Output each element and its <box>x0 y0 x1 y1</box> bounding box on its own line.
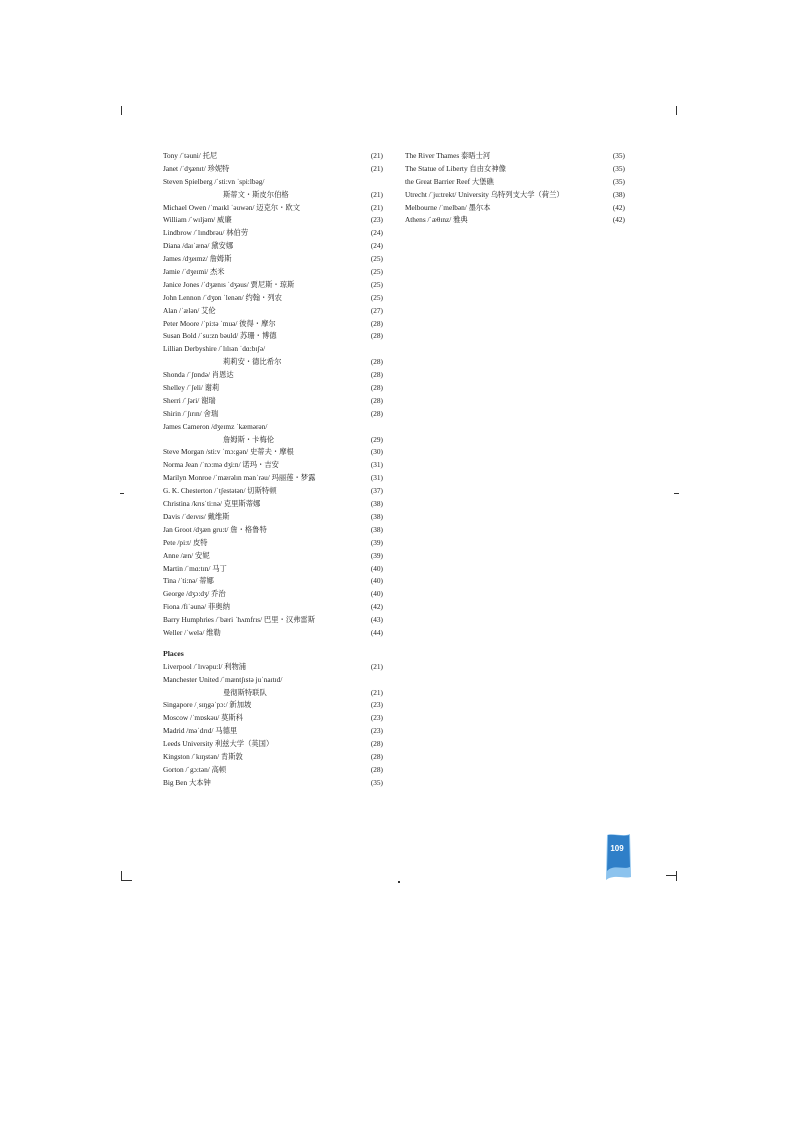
entry-page: (38) <box>370 524 383 534</box>
person-entry <box>163 176 383 189</box>
crop-mark-middle-left <box>120 493 124 494</box>
entry-page: (28) <box>370 370 383 380</box>
entry-page: (35) <box>612 176 625 186</box>
person-entry <box>163 498 383 511</box>
entry-page: (25) <box>370 267 383 277</box>
entry-page: (23) <box>370 700 383 710</box>
entry-name: Kingston /ˈkɪŋstən/ 肯斯敦 <box>163 751 243 761</box>
entry-name: Singapore /ˌsɪŋgəˈpɔ:/ 新加坡 <box>163 700 252 710</box>
person-entry <box>163 150 383 163</box>
entry-page: (30) <box>370 447 383 457</box>
person-entry <box>163 382 383 395</box>
entry-page: (25) <box>370 254 383 264</box>
entry-name: Lindbrow /ˈlɪndbrəu/ 林伯劳 <box>163 228 249 238</box>
entry-name: Michael Owen /ˈmaɪkl ˈəuwən/ 迈克尔・欧文 <box>163 202 300 212</box>
crop-mark-middle-right <box>674 493 679 494</box>
entry-page: (28) <box>370 357 383 367</box>
person-entry <box>163 240 383 253</box>
entry-name: James Cameron /dʒeɪmz ˈkæmərən/ <box>163 421 268 431</box>
place-entry <box>405 163 625 176</box>
entry-name: Sherri /ˈʃəri/ 谢瑞 <box>163 395 216 405</box>
place-entry <box>405 176 625 189</box>
entry-page: (42) <box>612 202 625 212</box>
place-entry <box>405 150 625 163</box>
entry-page: (21) <box>370 202 383 212</box>
person-entry <box>163 524 383 537</box>
entry-name: Christina /krɪsˈti:nə/ 克里斯蒂娜 <box>163 499 261 509</box>
place-entry <box>163 777 383 790</box>
person-entry <box>163 575 383 588</box>
entry-name: Athens /ˈæθɪnz/ 雅典 <box>405 215 468 225</box>
entry-page: (21) <box>370 163 383 173</box>
entry-name: Peter Moore /ˈpi:tə ˈmuə/ 彼得・摩尔 <box>163 318 276 328</box>
entry-name: 斯蒂文・斯皮尔伯格 <box>223 189 289 199</box>
entry-page: (35) <box>370 777 383 787</box>
person-entry <box>163 266 383 279</box>
entry-name: Anne /æn/ 安妮 <box>163 550 210 560</box>
person-entry <box>163 511 383 524</box>
entry-name: Moscow /ˈmɒskəu/ 莫斯科 <box>163 713 244 723</box>
places-list-continued <box>405 150 625 227</box>
person-entry <box>163 550 383 563</box>
entry-name: Diana /daɪˈænə/ 黛安娜 <box>163 241 234 251</box>
entry-page: (21) <box>370 151 383 160</box>
place-entry <box>163 725 383 738</box>
entry-name: G. K. Chesterton /ˈtʃestətən/ 切斯特顿 <box>163 486 277 496</box>
entry-name: The Statue of Liberty 自由女神像 <box>405 163 506 173</box>
person-entry <box>163 537 383 550</box>
person-entry <box>163 279 383 292</box>
person-entry <box>163 343 383 356</box>
person-entry <box>163 227 383 240</box>
place-entry <box>163 712 383 725</box>
person-entry <box>163 214 383 227</box>
entry-page: (28) <box>370 751 383 761</box>
page-tab-shape <box>604 833 632 881</box>
entry-name: 曼彻斯特联队 <box>223 687 267 697</box>
place-entry <box>163 674 383 687</box>
entry-name: Melbourne /ˈmelbən/ 墨尔本 <box>405 202 491 212</box>
entry-page: (42) <box>370 602 383 612</box>
person-entry <box>163 459 383 472</box>
entry-page: (39) <box>370 537 383 547</box>
crop-mark-bottom-right-horizontal <box>666 875 677 876</box>
entry-name: the Great Barrier Reef 大堡礁 <box>405 176 494 186</box>
entry-name: Alan /ˈælən/ 艾伦 <box>163 305 216 315</box>
entry-page: (28) <box>370 408 383 418</box>
page-number: 109 <box>610 844 624 853</box>
person-entry <box>163 421 383 434</box>
entry-name: Lillian Derbyshire /ˈlɪlɪən ˈdɑ:bɪʃə/ <box>163 344 266 354</box>
entry-page: (43) <box>370 615 383 625</box>
crop-mark-top-right <box>676 106 677 115</box>
person-entry <box>163 330 383 343</box>
entry-name: Janice Jones /ˈdʒænɪs ˈdʒəus/ 贾尼斯・琼斯 <box>163 279 295 289</box>
entry-name: Utrecht /ˈju:trekt/ University 乌特列支大学（荷兰） <box>405 189 564 199</box>
entry-name: Shonda /ˈʃɒndə/ 肖恩达 <box>163 370 234 380</box>
entry-name: Leeds University 利兹大学（英国） <box>163 739 274 749</box>
entry-page: (31) <box>370 460 383 470</box>
entry-page: (44) <box>370 627 383 637</box>
places-list <box>163 661 383 790</box>
person-entry <box>163 395 383 408</box>
place-entry <box>163 699 383 712</box>
entry-name: Martin /ˈmɑ:tɪn/ 马丁 <box>163 563 227 573</box>
entry-name: Norma Jean /ˈnɔ:mə dʒi:n/ 诺玛・吉安 <box>163 460 279 470</box>
entry-name: George /dʒɔ:dʒ/ 乔治 <box>163 589 226 599</box>
entry-page: (38) <box>612 189 625 199</box>
person-entry <box>163 446 383 459</box>
entry-name: Pete /pi:t/ 皮特 <box>163 537 208 547</box>
entry-name: Weller /ˈwelə/ 维勒 <box>163 627 221 637</box>
entry-page: (35) <box>612 163 625 173</box>
crop-mark-bottom-center <box>398 881 400 883</box>
entry-page: (24) <box>370 228 383 238</box>
person-entry <box>163 627 383 640</box>
person-entry <box>163 614 383 627</box>
place-entry <box>163 738 383 751</box>
entry-page: (40) <box>370 563 383 573</box>
entry-name: Tina /ˈti:nə/ 蒂娜 <box>163 576 214 586</box>
entry-page: (28) <box>370 764 383 774</box>
entry-name: Barry Humphries /ˈbæri ˈhʌmfrɪs/ 巴里・汉弗雷斯 <box>163 615 316 625</box>
entry-page: (40) <box>370 576 383 586</box>
person-entry <box>163 163 383 176</box>
place-entry <box>163 661 383 674</box>
entry-page: (39) <box>370 550 383 560</box>
entry-name: Steve Morgan /sti:v ˈmɔ:gən/ 史蒂夫・摩根 <box>163 447 294 457</box>
entry-name: William /ˈwɪljəm/ 威廉 <box>163 215 232 225</box>
person-entry <box>163 202 383 215</box>
person-entry <box>163 601 383 614</box>
entry-name: Susan Bold /ˈsu:zn bəuld/ 苏珊・博德 <box>163 331 277 341</box>
entry-name: Marilyn Monroe /ˈmærəlɪn mənˈrəu/ 玛丽莲・梦露 <box>163 473 316 483</box>
entry-page: (25) <box>370 279 383 289</box>
place-entry <box>405 214 625 227</box>
entry-name: 莉莉安・德比希尔 <box>223 357 282 367</box>
entry-name: Janet /ˈdʒænɪt/ 珍妮特 <box>163 163 230 173</box>
entry-name: Jan Groot /dʒæn gru:t/ 詹・格鲁特 <box>163 524 267 534</box>
entry-page: (42) <box>612 215 625 225</box>
entry-name: Shirin /ˈʃɪrɪn/ 舍瑞 <box>163 408 219 418</box>
person-entry <box>163 356 383 369</box>
entry-page: (31) <box>370 473 383 483</box>
entry-name: Steven Spielberg /ˈsti:vn ˈspi:lbəg/ <box>163 176 265 186</box>
person-entry <box>163 588 383 601</box>
entry-page: (28) <box>370 395 383 405</box>
entry-page: (25) <box>370 292 383 302</box>
left-column <box>163 150 383 790</box>
place-entry <box>163 764 383 777</box>
entry-name: Shelley /ˈʃeli/ 谢莉 <box>163 383 220 393</box>
person-entry <box>163 253 383 266</box>
entry-name: John Lennon /ˈdʒɒn ˈlenən/ 约翰・列农 <box>163 292 282 302</box>
place-entry <box>163 687 383 700</box>
entry-page: (23) <box>370 726 383 736</box>
person-entry <box>163 305 383 318</box>
entry-name: Tony /ˈtəuni/ 托尼 <box>163 151 218 160</box>
place-entry <box>163 751 383 764</box>
person-entry <box>163 408 383 421</box>
person-entry <box>163 189 383 202</box>
entry-name: Gorton /ˈgɔ:tən/ 高顿 <box>163 764 227 774</box>
place-entry <box>405 189 625 202</box>
entry-page: (28) <box>370 331 383 341</box>
people-list <box>163 150 383 640</box>
crop-mark-bottom-left-horizontal <box>121 880 132 881</box>
entry-name: Liverpool /ˈlɪvəpu:l/ 利物浦 <box>163 661 247 671</box>
right-column <box>405 150 625 227</box>
entry-page: (28) <box>370 739 383 749</box>
crop-mark-top-left <box>121 106 122 115</box>
person-entry <box>163 485 383 498</box>
person-entry <box>163 563 383 576</box>
places-heading: Places <box>163 648 184 658</box>
entry-name: The River Thames 泰晤士河 <box>405 151 491 160</box>
entry-name: Fiona /fiˈəunə/ 菲奥纳 <box>163 602 230 612</box>
entry-name: 詹姆斯・卡梅伦 <box>223 434 275 444</box>
entry-page: (38) <box>370 499 383 509</box>
entry-page: (23) <box>370 215 383 225</box>
entry-page: (21) <box>370 661 383 671</box>
entry-name: Davis /ˈdeɪvɪs/ 戴维斯 <box>163 511 230 521</box>
entry-page: (21) <box>370 687 383 697</box>
crop-mark-bottom-right-vertical <box>676 871 677 881</box>
entry-page: (21) <box>370 189 383 199</box>
person-entry <box>163 434 383 447</box>
entry-name: James /dʒeɪmz/ 詹姆斯 <box>163 254 232 264</box>
person-entry <box>163 292 383 305</box>
entry-name: Big Ben 大本钟 <box>163 777 211 787</box>
entry-page: (38) <box>370 511 383 521</box>
entry-page: (29) <box>370 434 383 444</box>
person-entry <box>163 318 383 331</box>
entry-page: (24) <box>370 241 383 251</box>
entry-page: (28) <box>370 318 383 328</box>
entry-page: (28) <box>370 383 383 393</box>
person-entry <box>163 472 383 485</box>
entry-name: Madrid /məˈdrɪd/ 马德里 <box>163 726 238 736</box>
entry-page: (35) <box>612 151 625 160</box>
entry-page: (27) <box>370 305 383 315</box>
entry-page: (37) <box>370 486 383 496</box>
entry-name: Manchester United /ˈmæntʃɪstə juˈnaɪtɪd/ <box>163 674 283 684</box>
entry-name: Jamie /ˈdʒeɪmi/ 杰米 <box>163 267 225 277</box>
entry-page: (23) <box>370 713 383 723</box>
place-entry <box>405 202 625 215</box>
person-entry <box>163 369 383 382</box>
entry-page: (40) <box>370 589 383 599</box>
